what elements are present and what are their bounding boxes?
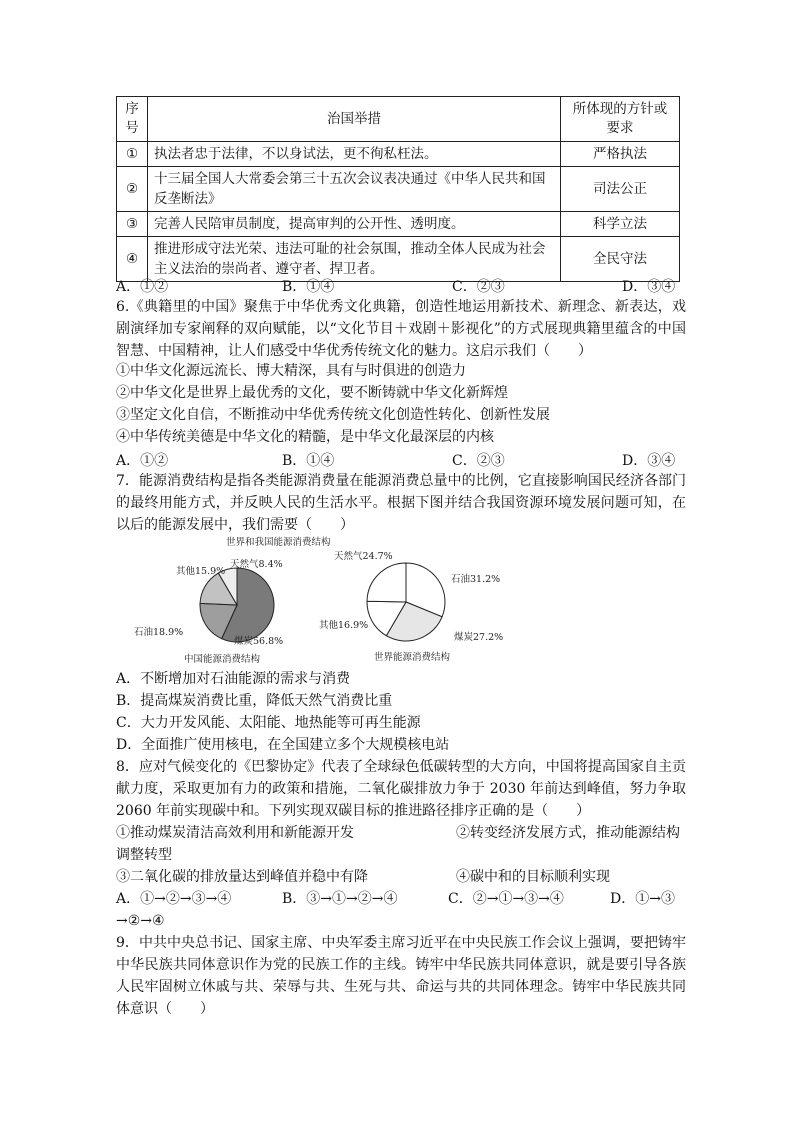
- world-pie: [367, 563, 445, 641]
- q8-item-4: ④碳中和的目标顺利实现: [456, 869, 610, 885]
- q5-option-c[interactable]: C．②③: [452, 279, 505, 295]
- pie-chart-svg: [116, 532, 504, 668]
- china-label-coal: 煤炭56.8%: [234, 636, 284, 647]
- q7-option-a[interactable]: A．不断增加对石油能源的需求与消费: [116, 671, 351, 687]
- q6-options: [116, 450, 684, 470]
- q6-option-c[interactable]: C．②③: [452, 453, 505, 469]
- q6-item: ④中华传统美德是中华文化的精髓，是中华文化最深层的内核: [116, 429, 494, 445]
- q6-stem: 6.《典籍里的中国》聚焦于中华优秀文化典籍，创造性地运用新技术、新理念、新表达，戏剧演绎加专家阐释的双向赋能，以“文化节目＋戏剧＋影视化”的方式展现典籍里蕴含的中国智慧、中国精神，让人们感受中华优秀传统文化的魅力。这启示我们（ ）: [116, 299, 686, 359]
- world-label-gas: 天然气24.7%: [334, 551, 393, 562]
- q6-option-a[interactable]: A．①②: [116, 453, 169, 469]
- q8-item-2-cont: 调整转型: [116, 847, 172, 863]
- china-label-gas: 天然气8.4%: [230, 559, 283, 570]
- q8-stem: 8．应对气候变化的《巴黎协定》代表了全球绿色低碳转型的大方向，中国将提高国家自主贡献力度，采取更加有力的政策和措施，二氧化碳排放力争于 2030 年前达到峰值，努力争取 2060 年前实现碳中和。下列实现双碳目标的推进路径排序正确的是（ ）: [116, 759, 686, 819]
- row-req: 司法公正: [561, 167, 680, 212]
- q8-options: [116, 888, 684, 908]
- header-measure: 治国举措: [148, 97, 561, 142]
- world-pie-title: 世界能源消费结构: [374, 652, 451, 663]
- q8-option-d-cont: →②→④: [116, 913, 165, 929]
- table-row: [117, 212, 680, 237]
- q7-option-c[interactable]: C．大力开发风能、太阳能、地热能等可再生能源: [116, 715, 421, 731]
- q6-item: ②中华文化是世界上最优秀的文化，要不断铸就中华文化新辉煌: [116, 385, 508, 401]
- measures-table: [116, 96, 680, 282]
- q5-options: [116, 276, 684, 296]
- china-label-oil: 石油18.9%: [134, 627, 184, 638]
- table-row: [117, 237, 680, 282]
- table-row: [117, 142, 680, 167]
- world-label-other: 其他16.9%: [319, 620, 369, 631]
- world-label-oil: 石油31.2%: [451, 574, 501, 585]
- header-req: 所体现的方针或要求: [561, 97, 680, 142]
- q7-stem: 7．能源消费结构是指各类能源消费量在能源消费总量中的比例，它直接影响国民经济各部门的最终用能方式，并反映人民的生活水平。根据下图并结合我国资源环境发展问题可知，在以后的能源发展中，我们需要（ ）: [116, 473, 686, 533]
- china-label-other: 其他15.9%: [176, 566, 226, 577]
- q7-option-b[interactable]: B．提高煤炭消费比重，降低天然气消费比重: [116, 693, 393, 709]
- row-measure: 执法者忠于法律，不以身试法，更不徇私枉法。: [148, 142, 561, 167]
- q5-option-d[interactable]: D．③④: [622, 279, 676, 295]
- table-header-row: [117, 97, 680, 142]
- row-num: ①: [117, 142, 148, 167]
- row-req: 全民守法: [561, 237, 680, 282]
- q9-stem: 9．中共中央总书记、国家主席、中央军委主席习近平在中央民族工作会议上强调，要把铸牢中华民族共同体意识作为党的民族工作的主线。铸牢中华民族共同体意识，就是要引导各族人民牢固树立休戚与共、荣辱与共、生死与共、命运与共的共同体理念。铸牢中华民族共同体意识（ ）: [116, 935, 686, 1017]
- q6-item: ①中华文化源远流长、博大精深，具有与时俱进的创造力: [116, 363, 466, 379]
- q6-option-d[interactable]: D．③④: [622, 453, 676, 469]
- pie-slice-天然气: [367, 563, 406, 602]
- row-num: ④: [117, 237, 148, 282]
- china-pie: [200, 568, 274, 642]
- q5-option-a[interactable]: A．①②: [116, 279, 169, 295]
- q8-item-1: ①推动煤炭清洁高效利用和新能源开发: [116, 825, 354, 841]
- q8-item-2: ②转变经济发展方式，推动能源结构: [456, 825, 680, 841]
- china-pie-title: 中国能源消费结构: [184, 654, 261, 665]
- q8-option-c[interactable]: C．②→①→③→④: [448, 891, 564, 907]
- energy-pie-charts: [116, 532, 504, 668]
- q8-option-b[interactable]: B．③→①→②→④: [282, 891, 398, 907]
- q6-item: ③坚定文化自信，不断推动中华优秀传统文化创造性转化、创新性发展: [116, 407, 550, 423]
- row-req: 科学立法: [561, 212, 680, 237]
- header-num: 序号: [117, 97, 148, 142]
- q7-option-d[interactable]: D．全面推广使用核电，在全国建立多个大规模核电站: [116, 737, 450, 753]
- row-num: ②: [117, 167, 148, 212]
- q8-option-a[interactable]: A．①→②→③→④: [116, 891, 232, 907]
- q5-option-b[interactable]: B．①④: [282, 279, 335, 295]
- q6-option-b[interactable]: B．①④: [282, 453, 335, 469]
- row-measure: 十三届全国人大常委会第三十五次会议表决通过《中华人民共和国反垄断法》: [148, 167, 561, 212]
- table-row: [117, 167, 680, 212]
- row-req: 严格执法: [561, 142, 680, 167]
- chart-header: 世界和我国能源消费结构: [226, 537, 331, 548]
- world-label-coal: 煤炭27.2%: [454, 632, 504, 643]
- row-num: ③: [117, 212, 148, 237]
- row-measure: 完善人民陪审员制度，提高审判的公开性、透明度。: [148, 212, 561, 237]
- row-measure: 推进形成守法光荣、违法可耻的社会氛围，推动全体人民成为社会主义法治的崇尚者、遵守者、捍卫者。: [148, 237, 561, 282]
- q8-item-3: ③二氧化碳的排放量达到峰值并稳中有降: [116, 869, 368, 885]
- q8-option-d[interactable]: D．①→③: [610, 891, 675, 907]
